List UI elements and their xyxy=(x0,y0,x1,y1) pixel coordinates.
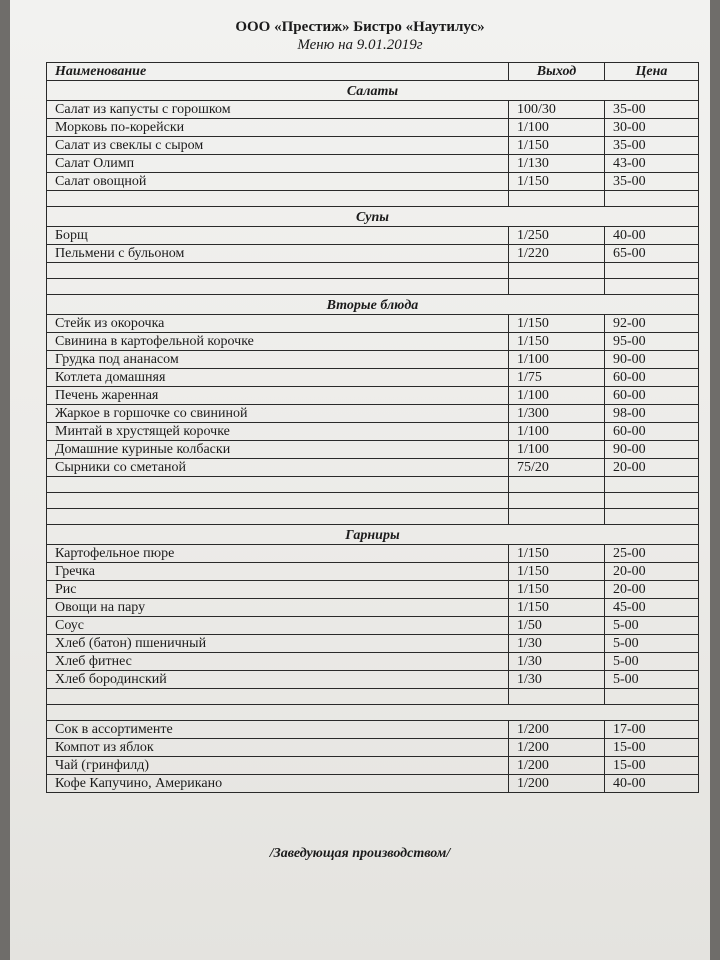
item-price: 5-00 xyxy=(605,671,699,689)
item-name: Пельмени с бульоном xyxy=(47,245,509,263)
menu-item-row xyxy=(47,227,699,245)
item-price: 17-00 xyxy=(605,721,699,739)
section-header-row xyxy=(47,81,699,101)
item-price: 35-00 xyxy=(605,101,699,119)
item-price: 25-00 xyxy=(605,545,699,563)
item-price: 60-00 xyxy=(605,369,699,387)
item-portion: 1/250 xyxy=(509,227,605,245)
item-portion: 1/150 xyxy=(509,581,605,599)
item-portion: 1/150 xyxy=(509,599,605,617)
item-price: 40-00 xyxy=(605,227,699,245)
menu-item-row xyxy=(47,119,699,137)
menu-item-row xyxy=(47,739,699,757)
item-portion: 1/100 xyxy=(509,423,605,441)
item-name: Печень жаренная xyxy=(47,387,509,405)
item-portion: 100/30 xyxy=(509,101,605,119)
item-price: 20-00 xyxy=(605,581,699,599)
item-portion: 1/50 xyxy=(509,617,605,635)
item-price: 5-00 xyxy=(605,635,699,653)
item-name: Сок в ассортименте xyxy=(47,721,509,739)
menu-item-row xyxy=(47,405,699,423)
item-price: 5-00 xyxy=(605,653,699,671)
empty-row xyxy=(47,689,699,705)
item-portion: 1/150 xyxy=(509,333,605,351)
item-name: Салат из капусты с горошком xyxy=(47,101,509,119)
item-price: 15-00 xyxy=(605,757,699,775)
item-price: 90-00 xyxy=(605,441,699,459)
empty-cell xyxy=(509,509,605,525)
section-title: Салаты xyxy=(47,81,699,101)
item-name: Кофе Капучино, Американо xyxy=(47,775,509,793)
section-header-row xyxy=(47,295,699,315)
item-price: 20-00 xyxy=(605,563,699,581)
item-portion: 1/300 xyxy=(509,405,605,423)
item-portion: 1/200 xyxy=(509,775,605,793)
item-price: 20-00 xyxy=(605,459,699,477)
item-name: Домашние куриные колбаски xyxy=(47,441,509,459)
empty-cell xyxy=(47,689,509,705)
menu-item-row xyxy=(47,671,699,689)
section-divider-row xyxy=(47,705,699,721)
menu-sheet xyxy=(10,0,710,960)
menu-item-row xyxy=(47,653,699,671)
item-price: 5-00 xyxy=(605,617,699,635)
menu-item-row xyxy=(47,581,699,599)
menu-item-row xyxy=(47,245,699,263)
item-name: Соус xyxy=(47,617,509,635)
section-title: Супы xyxy=(47,207,699,227)
item-name: Жаркое в горшочке со свининой xyxy=(47,405,509,423)
empty-cell xyxy=(47,493,509,509)
empty-cell xyxy=(509,279,605,295)
company-title: ООО «Престиж» Бистро «Наутилус» xyxy=(235,19,485,35)
menu-item-row xyxy=(47,441,699,459)
item-portion: 1/150 xyxy=(509,173,605,191)
item-price: 40-00 xyxy=(605,775,699,793)
item-price: 98-00 xyxy=(605,405,699,423)
item-name: Салат Олимп xyxy=(47,155,509,173)
item-name: Хлеб (батон) пшеничный xyxy=(47,635,509,653)
empty-row xyxy=(47,191,699,207)
menu-item-row xyxy=(47,333,699,351)
empty-cell xyxy=(509,191,605,207)
empty-cell xyxy=(605,477,699,493)
item-price: 43-00 xyxy=(605,155,699,173)
empty-cell xyxy=(47,705,699,721)
item-portion: 1/200 xyxy=(509,721,605,739)
empty-cell xyxy=(605,509,699,525)
column-header-name: Наименование xyxy=(47,63,509,81)
item-name: Салат из свеклы с сыром xyxy=(47,137,509,155)
item-name: Грудка под ананасом xyxy=(47,351,509,369)
section-title: Гарниры xyxy=(47,525,699,545)
empty-cell xyxy=(47,263,509,279)
item-name: Хлеб фитнес xyxy=(47,653,509,671)
item-name: Свинина в картофельной корочке xyxy=(47,333,509,351)
menu-item-row xyxy=(47,101,699,119)
item-price: 45-00 xyxy=(605,599,699,617)
item-portion: 1/100 xyxy=(509,387,605,405)
empty-cell xyxy=(605,191,699,207)
empty-cell xyxy=(605,493,699,509)
item-price: 60-00 xyxy=(605,423,699,441)
menu-item-row xyxy=(47,635,699,653)
item-portion: 1/30 xyxy=(509,653,605,671)
item-name: Сырники со сметаной xyxy=(47,459,509,477)
item-name: Чай (гринфилд) xyxy=(47,757,509,775)
item-name: Морковь по-корейски xyxy=(47,119,509,137)
menu-item-row xyxy=(47,563,699,581)
section-header-row xyxy=(47,525,699,545)
item-name: Салат овощной xyxy=(47,173,509,191)
empty-cell xyxy=(47,509,509,525)
item-portion: 1/150 xyxy=(509,137,605,155)
item-price: 35-00 xyxy=(605,173,699,191)
item-portion: 1/150 xyxy=(509,563,605,581)
menu-item-row xyxy=(47,173,699,191)
empty-cell xyxy=(605,279,699,295)
item-portion: 1/220 xyxy=(509,245,605,263)
item-portion: 1/100 xyxy=(509,119,605,137)
item-portion: 1/75 xyxy=(509,369,605,387)
menu-item-row xyxy=(47,599,699,617)
column-header-portion: Выход xyxy=(509,63,605,81)
menu-item-row xyxy=(47,459,699,477)
menu-body xyxy=(47,81,699,793)
menu-item-row xyxy=(47,155,699,173)
item-portion: 1/30 xyxy=(509,671,605,689)
menu-item-row xyxy=(47,315,699,333)
menu-item-row xyxy=(47,387,699,405)
item-name: Картофельное пюре xyxy=(47,545,509,563)
menu-item-row xyxy=(47,775,699,793)
item-portion: 1/100 xyxy=(509,441,605,459)
menu-item-row xyxy=(47,721,699,739)
empty-row xyxy=(47,279,699,295)
item-price: 15-00 xyxy=(605,739,699,757)
item-portion: 1/200 xyxy=(509,739,605,757)
empty-row xyxy=(47,477,699,493)
item-price: 65-00 xyxy=(605,245,699,263)
empty-cell xyxy=(509,477,605,493)
menu-header xyxy=(10,18,710,54)
empty-cell xyxy=(47,191,509,207)
empty-cell xyxy=(47,279,509,295)
item-portion: 75/20 xyxy=(509,459,605,477)
item-name: Овощи на пару xyxy=(47,599,509,617)
empty-cell xyxy=(47,477,509,493)
item-name: Котлета домашняя xyxy=(47,369,509,387)
menu-item-row xyxy=(47,137,699,155)
empty-cell xyxy=(605,263,699,279)
item-name: Минтай в хрустящей корочке xyxy=(47,423,509,441)
menu-item-row xyxy=(47,757,699,775)
footer-signature: /Заведующая производством/ xyxy=(269,846,451,861)
item-portion: 1/150 xyxy=(509,315,605,333)
empty-cell xyxy=(605,689,699,705)
item-portion: 1/200 xyxy=(509,757,605,775)
item-name: Рис xyxy=(47,581,509,599)
item-price: 90-00 xyxy=(605,351,699,369)
item-name: Борщ xyxy=(47,227,509,245)
item-price: 60-00 xyxy=(605,387,699,405)
item-portion: 1/130 xyxy=(509,155,605,173)
menu-date: Меню на 9.01.2019г xyxy=(297,37,423,53)
empty-cell xyxy=(509,263,605,279)
menu-item-row xyxy=(47,351,699,369)
empty-cell xyxy=(509,689,605,705)
item-price: 30-00 xyxy=(605,119,699,137)
menu-item-row xyxy=(47,617,699,635)
menu-item-row xyxy=(47,369,699,387)
section-header-row xyxy=(47,207,699,227)
item-name: Гречка xyxy=(47,563,509,581)
empty-row xyxy=(47,263,699,279)
item-price: 95-00 xyxy=(605,333,699,351)
menu-item-row xyxy=(47,545,699,563)
item-price: 35-00 xyxy=(605,137,699,155)
item-price: 92-00 xyxy=(605,315,699,333)
item-name: Стейк из окорочка xyxy=(47,315,509,333)
item-name: Хлеб бородинский xyxy=(47,671,509,689)
empty-row xyxy=(47,509,699,525)
item-portion: 1/30 xyxy=(509,635,605,653)
section-title: Вторые блюда xyxy=(47,295,699,315)
column-header-price: Цена xyxy=(605,63,699,81)
column-header-row xyxy=(47,63,699,81)
item-name: Компот из яблок xyxy=(47,739,509,757)
menu-table xyxy=(46,62,699,793)
empty-row xyxy=(47,493,699,509)
menu-item-row xyxy=(47,423,699,441)
empty-cell xyxy=(509,493,605,509)
item-portion: 1/150 xyxy=(509,545,605,563)
item-portion: 1/100 xyxy=(509,351,605,369)
